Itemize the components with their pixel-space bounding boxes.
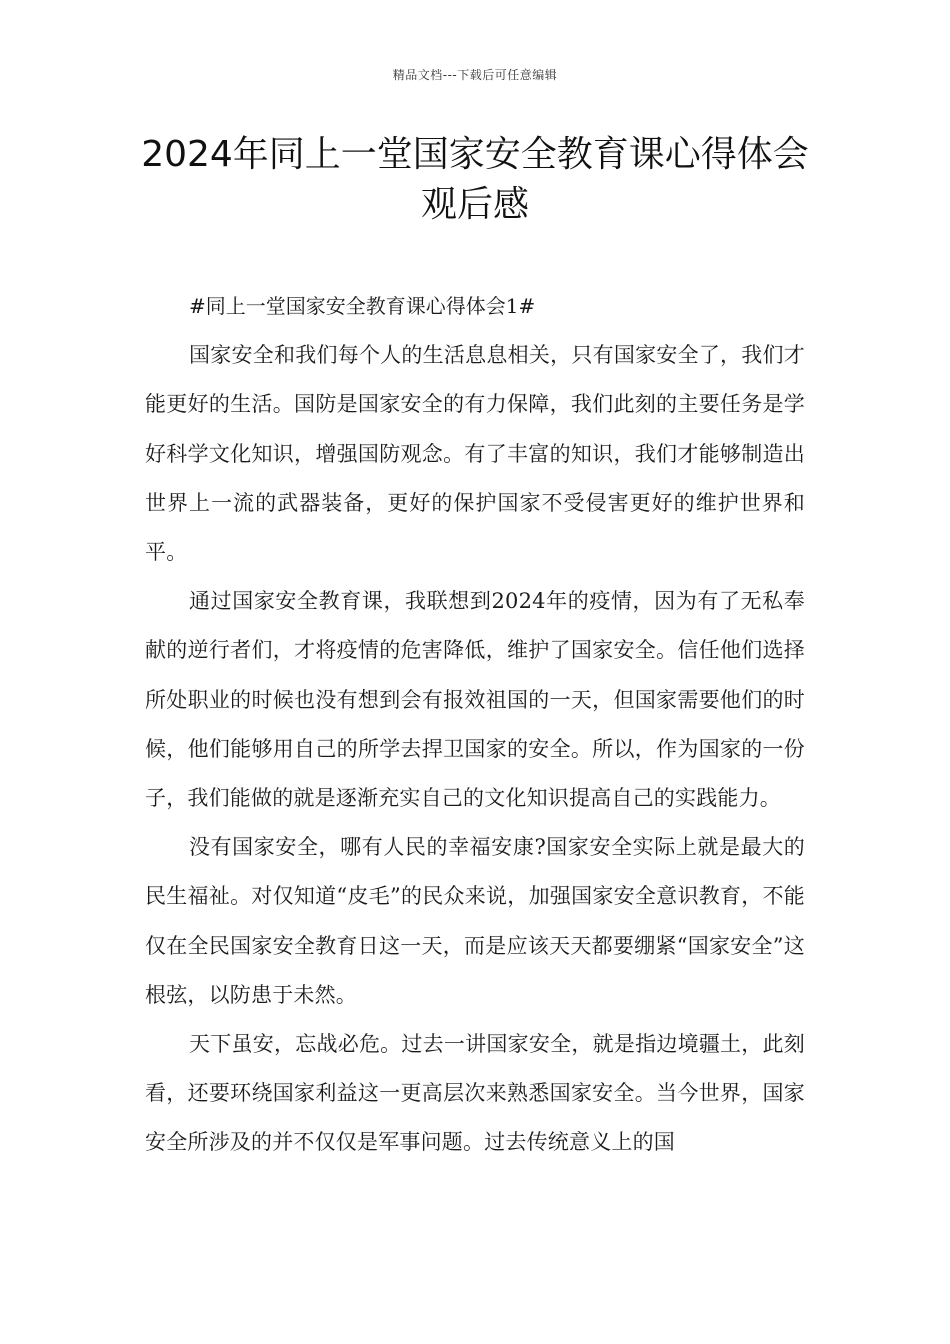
document-body <box>145 282 805 1168</box>
header-note: 精品文档---下载后可任意编辑 <box>392 68 558 82</box>
paragraph-1: 国家安全和我们每个人的生活息息相关，只有国家安全了，我们才能更好的生活。国防是国家安全的有力保障，我们此刻的主要任务是学好科学文化知识，增强国防观念。有了丰富的知识，我们才能够制造出世界上一流的武器装备，更好的保护国家不受侵害更好的维护世界和平。 <box>145 343 805 565</box>
paragraph-3: 没有国家安全，哪有人民的幸福安康?国家安全实际上就是最大的民生福祉。对仅知道“皮毛”的民众来说，加强国家安全意识教育，不能仅在全民国家安全教育日这一天，而是应该天天都要绷紧“国家安全”这根弦，以防患于未然。 <box>145 835 805 1007</box>
paragraph-2: 通过国家安全教育课，我联想到2024年的疫情，因为有了无私奉献的逆行者们，才将疫情的危害降低，维护了国家安全。信任他们选择所处职业的时候也没有想到会有报效祖国的一天，但国家需要他们的时候，他们能够用自己的所学去捍卫国家的安全。所以，作为国家的一份子，我们能做的就是逐渐充实自己的文化知识提高自己的实践能力。 <box>145 589 805 811</box>
document-title: 2024年同上一堂国家安全教育课心得体会观后感 <box>141 134 809 225</box>
paragraph-4: 天下虽安，忘战必危。过去一讲国家安全，就是指边境疆土，此刻看，还要环绕国家利益这一更高层次来熟悉国家安全。当今世界，国家安全所涉及的并不仅仅是军事问题。过去传统意义上的国 <box>145 1032 805 1155</box>
section-heading: #同上一堂国家安全教育课心得体会1# <box>189 294 536 318</box>
